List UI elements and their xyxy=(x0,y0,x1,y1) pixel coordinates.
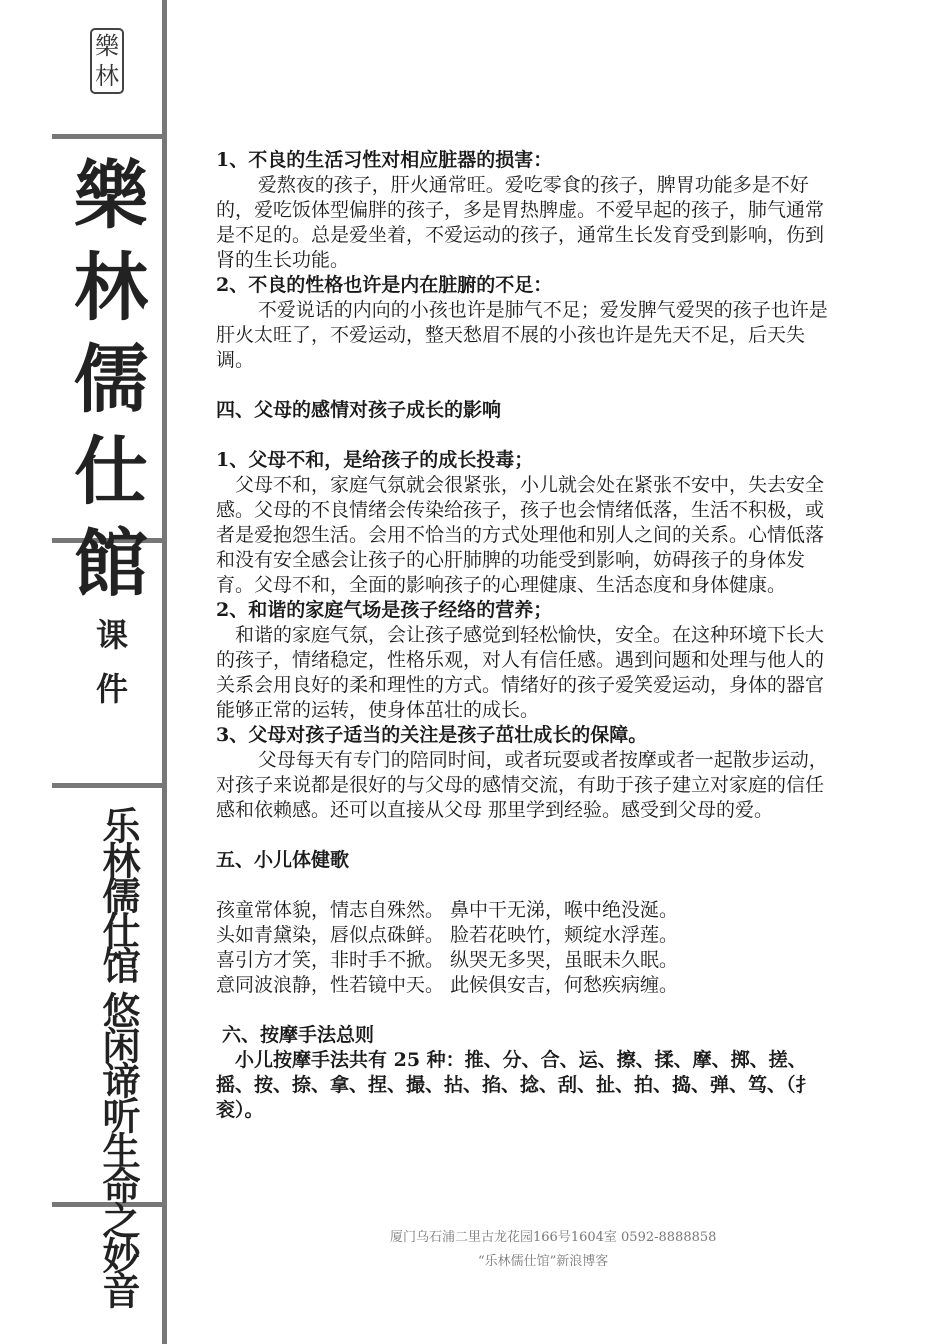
heading-4: 四、父母的感情对孩子成长的影响 xyxy=(216,399,502,421)
point-4-3-title: 3、父母对孩子适当的关注是孩子茁壮成长的保障。 xyxy=(216,724,648,746)
brand-calligraphy: 樂 林 儒 仕 館 xyxy=(74,153,148,607)
point-4-1-title: 1、父母不和，是给孩子的成长投毒； xyxy=(216,449,534,471)
poem-line: 孩童常体貌，情志自殊然。 鼻中干无涕，喉中绝没涎。 xyxy=(216,899,679,921)
footer-blog: “乐林儒仕馆”新浪博客 xyxy=(478,1254,609,1269)
massage-methods: 小儿按摩手法共有 25 种：推、分、合、运、擦、揉、摩、掷、搓、摇、按、捺、拿、捏、撮、拈、掐、捻、刮、扯、拍、捣、弹、笃、（扌衮）。 xyxy=(216,1049,815,1121)
point-4-1-body: 父母不和，家庭气氛就会很紧张，小儿就会处在紧张不安中，失去安全感。父母的不良情绪会传染给孩子，孩子也会情绪低落，生活不积极，或者是爱抱怨生活。会用不恰当的方式处理他和别人之间的关系。心情低落和没有安全感会让孩子的心肝肺脾的功能受到影响，妨碍孩子的身体发育。父母不和，全面的影响孩子的心理健康、生活态度和身体健康。 xyxy=(216,474,825,596)
section-1-body: 爱熬夜的孩子，肝火通常旺。爱吃零食的孩子，脾胃功能多是不好的，爱吃饭体型偏胖的孩子，多是胃热脾虚。不爱早起的孩子，肺气通常是不足的。总是爱坐着，不爱运动的孩子，通常生长发育受到影响，伤到肾的生长功能。 xyxy=(216,174,825,271)
courseware-label: 课 件 xyxy=(95,616,128,708)
poem-line: 喜引方才笑，非时手不掀。 纵哭无多哭，虽眠未久眠。 xyxy=(216,949,679,971)
point-4-2-body: 和谐的家庭气氛，会让孩子感觉到轻松愉快，安全。在这种环境下长大的孩子，情绪稳定，性格乐观，对人有信任感。遇到问题和处理与他人的关系会用良好的柔和理性的方式。情绪好的孩子爱笑爱运动，身体的器官能够正常的运转，使身体茁壮的成长。 xyxy=(216,624,825,721)
section-1-title: 1、不良的生活习性对相应脏器的损害： xyxy=(216,149,553,171)
divider-1 xyxy=(52,134,165,139)
footer-address: 厦门乌石浦二里古龙花园166号1604室 0592-8888858 xyxy=(390,1230,717,1245)
heading-5: 五、小儿体健歌 xyxy=(216,849,350,871)
section-2-body: 不爱说话的内向的小孩也许是肺气不足；爱发脾气爱哭的孩子也许是肝火太旺了，不爱运动，整天愁眉不展的小孩也许是先天不足，后天失调。 xyxy=(216,299,828,371)
point-4-2-title: 2、和谐的家庭气场是孩子经络的营养； xyxy=(216,599,553,621)
point-4-3-body: 父母每天有专门的陪同时间，或者玩耍或者按摩或者一起散步运动，对孩子来说都是很好的与父母的感情交流，有助于孩子建立对家庭的信任感和依赖感。还可以直接从父母 那里学到经验。感受到父母的爱。 xyxy=(216,749,828,821)
poem-line: 意同波浪静，性若镜中天。 此候俱安吉，何愁疾病缠。 xyxy=(216,974,679,996)
section-2-title: 2、不良的性格也许是内在脏腑的不足： xyxy=(216,274,553,296)
sidebar xyxy=(0,0,170,1344)
divider-3 xyxy=(52,783,165,788)
poem-line: 头如青黛染，唇似点硃鲜。 脸若花映竹，颊绽水浮莲。 xyxy=(216,924,679,946)
motto: 乐林儒仕馆 悠闲谛听生命之妙音 xyxy=(96,806,141,1307)
seal-logo: 樂 林 xyxy=(90,28,124,94)
footer xyxy=(390,1226,790,1274)
heading-6: 六、按摩手法总则 xyxy=(222,1024,375,1046)
main-content xyxy=(216,148,836,1123)
